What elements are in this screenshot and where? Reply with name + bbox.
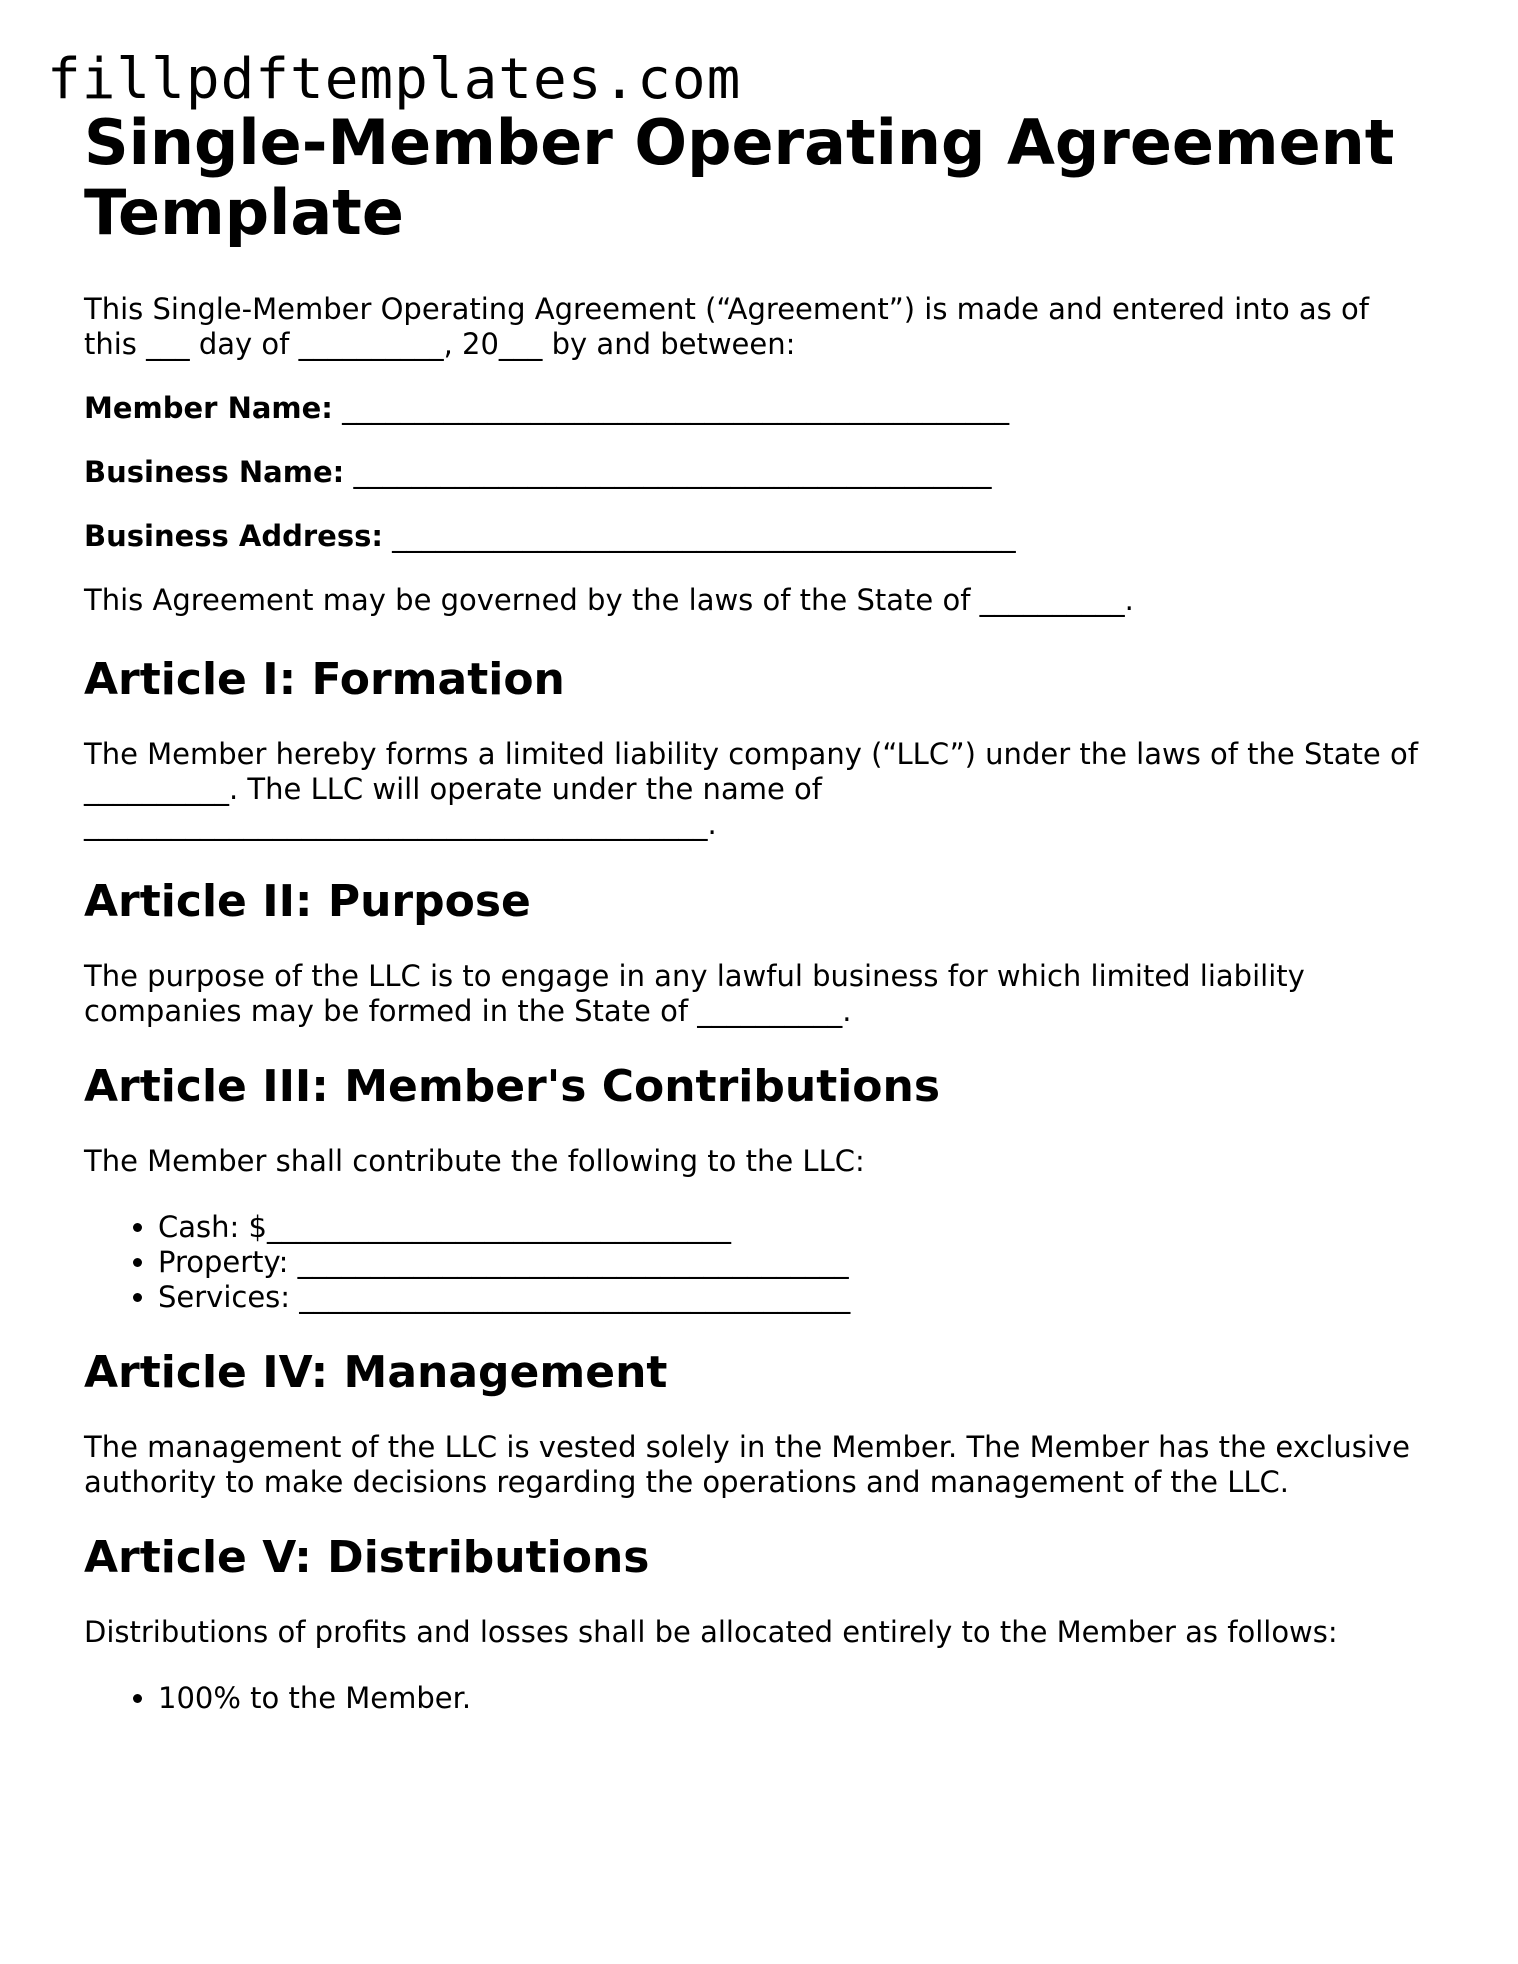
article-purpose-text: The purpose of the LLC is to engage in any lawful business for which limited liability companies may be formed in the State of __________. (84, 959, 1305, 1028)
member-name-field (84, 391, 1424, 426)
intro-paragraph: This Single-Member Operating Agreement (“Agreement”) is made and entered into as of this ___ day of __________, 20___ by and between: (84, 292, 1369, 361)
distribution-item: • 100% to the Member. (158, 1681, 1424, 1716)
member-name-blank: ______________________________________________ (342, 391, 1010, 425)
business-name-field (84, 455, 1424, 490)
article-distributions-text: Distributions of profits and losses shall be allocated entirely to the Member as follows: (84, 1615, 1338, 1649)
business-address-label: Business Address: (84, 519, 383, 553)
article-formation-text: The Member hereby forms a limited liability company (“LLC”) under the laws of the State of __________. The LLC will operate under the name of ___________________________________________. (84, 737, 1418, 841)
business-address-blank: ___________________________________________ (392, 519, 1016, 553)
article-contributions-text: The Member shall contribute the following to the LLC: (84, 1144, 865, 1178)
contribution-property: • Property: ______________________________________ (158, 1245, 1424, 1280)
contributions-list (84, 1210, 1424, 1315)
contribution-services: • Services: ______________________________________ (158, 1280, 1424, 1315)
article-purpose-heading: Article II: Purpose (84, 876, 531, 927)
member-name-label: Member Name: (84, 391, 333, 425)
article-formation-heading: Article I: Formation (84, 654, 565, 705)
article-management-text: The management of the LLC is vested solely in the Member. The Member has the exclusive authority to make decisions regarding the operations and management of the LLC. (84, 1430, 1410, 1499)
business-name-blank: ____________________________________________ (353, 455, 992, 489)
contribution-cash: • Cash: $________________________________ (158, 1210, 1424, 1245)
business-name-label: Business Name: (84, 455, 345, 489)
article-management-heading: Article IV: Management (84, 1347, 668, 1398)
document-title: Single-Member Operating Agreement Template (84, 106, 1395, 249)
distributions-list (84, 1681, 1424, 1716)
business-address-field (84, 519, 1424, 554)
watermark-text: fillpdftemplates.com (47, 47, 742, 112)
article-distributions-heading: Article V: Distributions (84, 1532, 650, 1583)
governing-law-paragraph: This Agreement may be governed by the laws of the State of __________. (84, 583, 1134, 617)
document (84, 108, 1424, 1716)
article-contributions-heading: Article III: Member's Contributions (84, 1061, 941, 1112)
